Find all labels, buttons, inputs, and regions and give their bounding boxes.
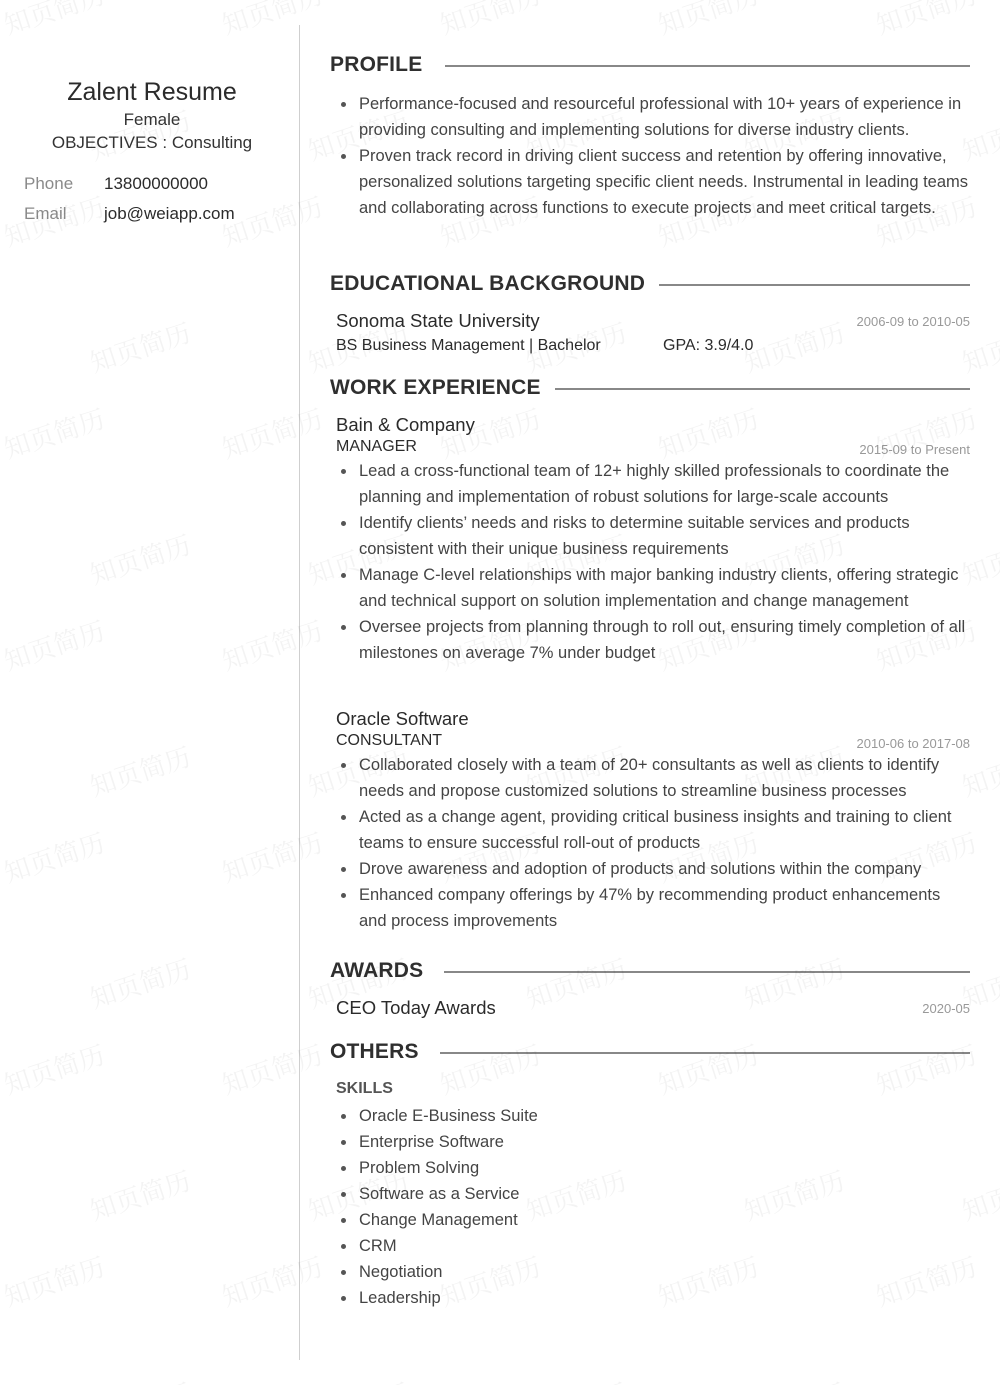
award-name: CEO Today Awards xyxy=(336,997,496,1018)
list-item: Negotiation xyxy=(330,1259,970,1285)
section-rule xyxy=(445,65,970,67)
education-section xyxy=(330,272,970,352)
list-item: CRM xyxy=(330,1233,970,1259)
list-item: Change Management xyxy=(330,1207,970,1233)
list-item: Performance-focused and resourceful professional with 10+ years of experience in providing consulting and implementing solutions for diverse industry clients. xyxy=(330,91,970,143)
section-header xyxy=(330,1040,970,1070)
job-dates: 2010-06 to 2017-08 xyxy=(856,736,970,751)
section-title: EDUCATIONAL BACKGROUND xyxy=(330,272,659,296)
sidebar xyxy=(0,0,300,1385)
job-dates: 2015-09 to Present xyxy=(859,442,970,457)
section-title: OTHERS xyxy=(330,1040,433,1064)
watermark-text xyxy=(871,0,981,42)
watermark-text xyxy=(521,1373,631,1385)
watermark-text xyxy=(653,0,763,42)
list-item: Problem Solving xyxy=(330,1155,970,1181)
candidate-gender: Female xyxy=(123,110,181,129)
contact-value: job@weiapp.com xyxy=(104,204,235,223)
list-item: Manage C-level relationships with major banking industry clients, offering strategic and technical support on solution implementation and change management xyxy=(330,562,970,614)
others-section xyxy=(330,1040,970,1320)
section-title: AWARDS xyxy=(330,959,437,983)
school-name: Sonoma State University xyxy=(336,310,540,331)
section-header xyxy=(330,53,970,83)
sidebar-divider xyxy=(299,25,300,1360)
section-rule xyxy=(440,1052,970,1054)
contact-value: 13800000000 xyxy=(104,174,209,193)
award-date: 2020-05 xyxy=(922,1001,970,1016)
job-role: CONSULTANT xyxy=(336,732,443,749)
list-item: Collaborated closely with a team of 20+ consultants as well as clients to identify needs and propose customized solutions to streamline business processes xyxy=(330,752,970,804)
contact-phone xyxy=(24,174,208,194)
list-item: Software as a Service xyxy=(330,1181,970,1207)
job-bullets xyxy=(330,458,970,666)
section-rule xyxy=(645,284,970,286)
watermark-text xyxy=(739,1373,849,1385)
section-title: WORK EXPERIENCE xyxy=(330,376,555,400)
gpa: GPA: 3.9/4.0 xyxy=(663,337,754,354)
contact-label: Email xyxy=(24,204,67,223)
degree: BS Business Management | Bachelor xyxy=(336,337,601,354)
section-title: PROFILE xyxy=(330,53,436,77)
list-item: Acted as a change agent, providing critical business insights and training to client teams to ensure successful roll-out of products xyxy=(330,804,970,856)
list-item: Enterprise Software xyxy=(330,1129,970,1155)
watermark-text xyxy=(957,1373,1000,1385)
job-entry xyxy=(330,414,970,694)
candidate-name: Zalent Resume xyxy=(67,78,237,106)
company-name: Oracle Software xyxy=(336,708,469,729)
job-entry xyxy=(330,708,970,938)
section-rule xyxy=(444,971,970,973)
contact-label: Phone xyxy=(24,174,74,193)
candidate-objective: OBJECTIVES : Consulting xyxy=(51,133,253,152)
list-item: Identify clients’ needs and risks to determine suitable services and products consistent with their unique business requirements xyxy=(330,510,970,562)
skills-list xyxy=(330,1103,970,1311)
work-section xyxy=(330,376,970,406)
list-item: Lead a cross-functional team of 12+ highly skilled professionals to coordinate the planning and implementation of robust solutions for large-scale accounts xyxy=(330,458,970,510)
section-header xyxy=(330,272,970,302)
job-bullets xyxy=(330,752,970,934)
list-item: Drove awareness and adoption of products and solutions within the company xyxy=(330,856,970,882)
profile-list xyxy=(330,91,970,221)
profile-section xyxy=(330,53,970,221)
section-header xyxy=(330,959,970,989)
list-item: Oversee projects from planning through to roll out, ensuring timely completion of all milestones on average 7% under budget xyxy=(330,614,970,666)
skills-title: SKILLS xyxy=(336,1080,393,1097)
job-role: MANAGER xyxy=(336,438,417,455)
list-item: Leadership xyxy=(330,1285,970,1311)
section-header xyxy=(330,376,970,406)
company-name: Bain & Company xyxy=(336,414,475,435)
list-item: Proven track record in driving client success and retention by offering innovative, personalized solutions targeting specific client needs. Instrumental in leading teams and collaborating across functions to execute projects and meet critical targets. xyxy=(330,143,970,221)
watermark-text xyxy=(303,1373,413,1385)
awards-section xyxy=(330,959,970,1029)
list-item: Enhanced company offerings by 47% by recommending product enhancements and process improvements xyxy=(330,882,970,934)
section-rule xyxy=(549,388,970,390)
watermark-text xyxy=(435,0,545,42)
education-dates: 2006-09 to 2010-05 xyxy=(856,314,970,329)
list-item: Oracle E-Business Suite xyxy=(330,1103,970,1129)
contact-email xyxy=(24,204,235,224)
